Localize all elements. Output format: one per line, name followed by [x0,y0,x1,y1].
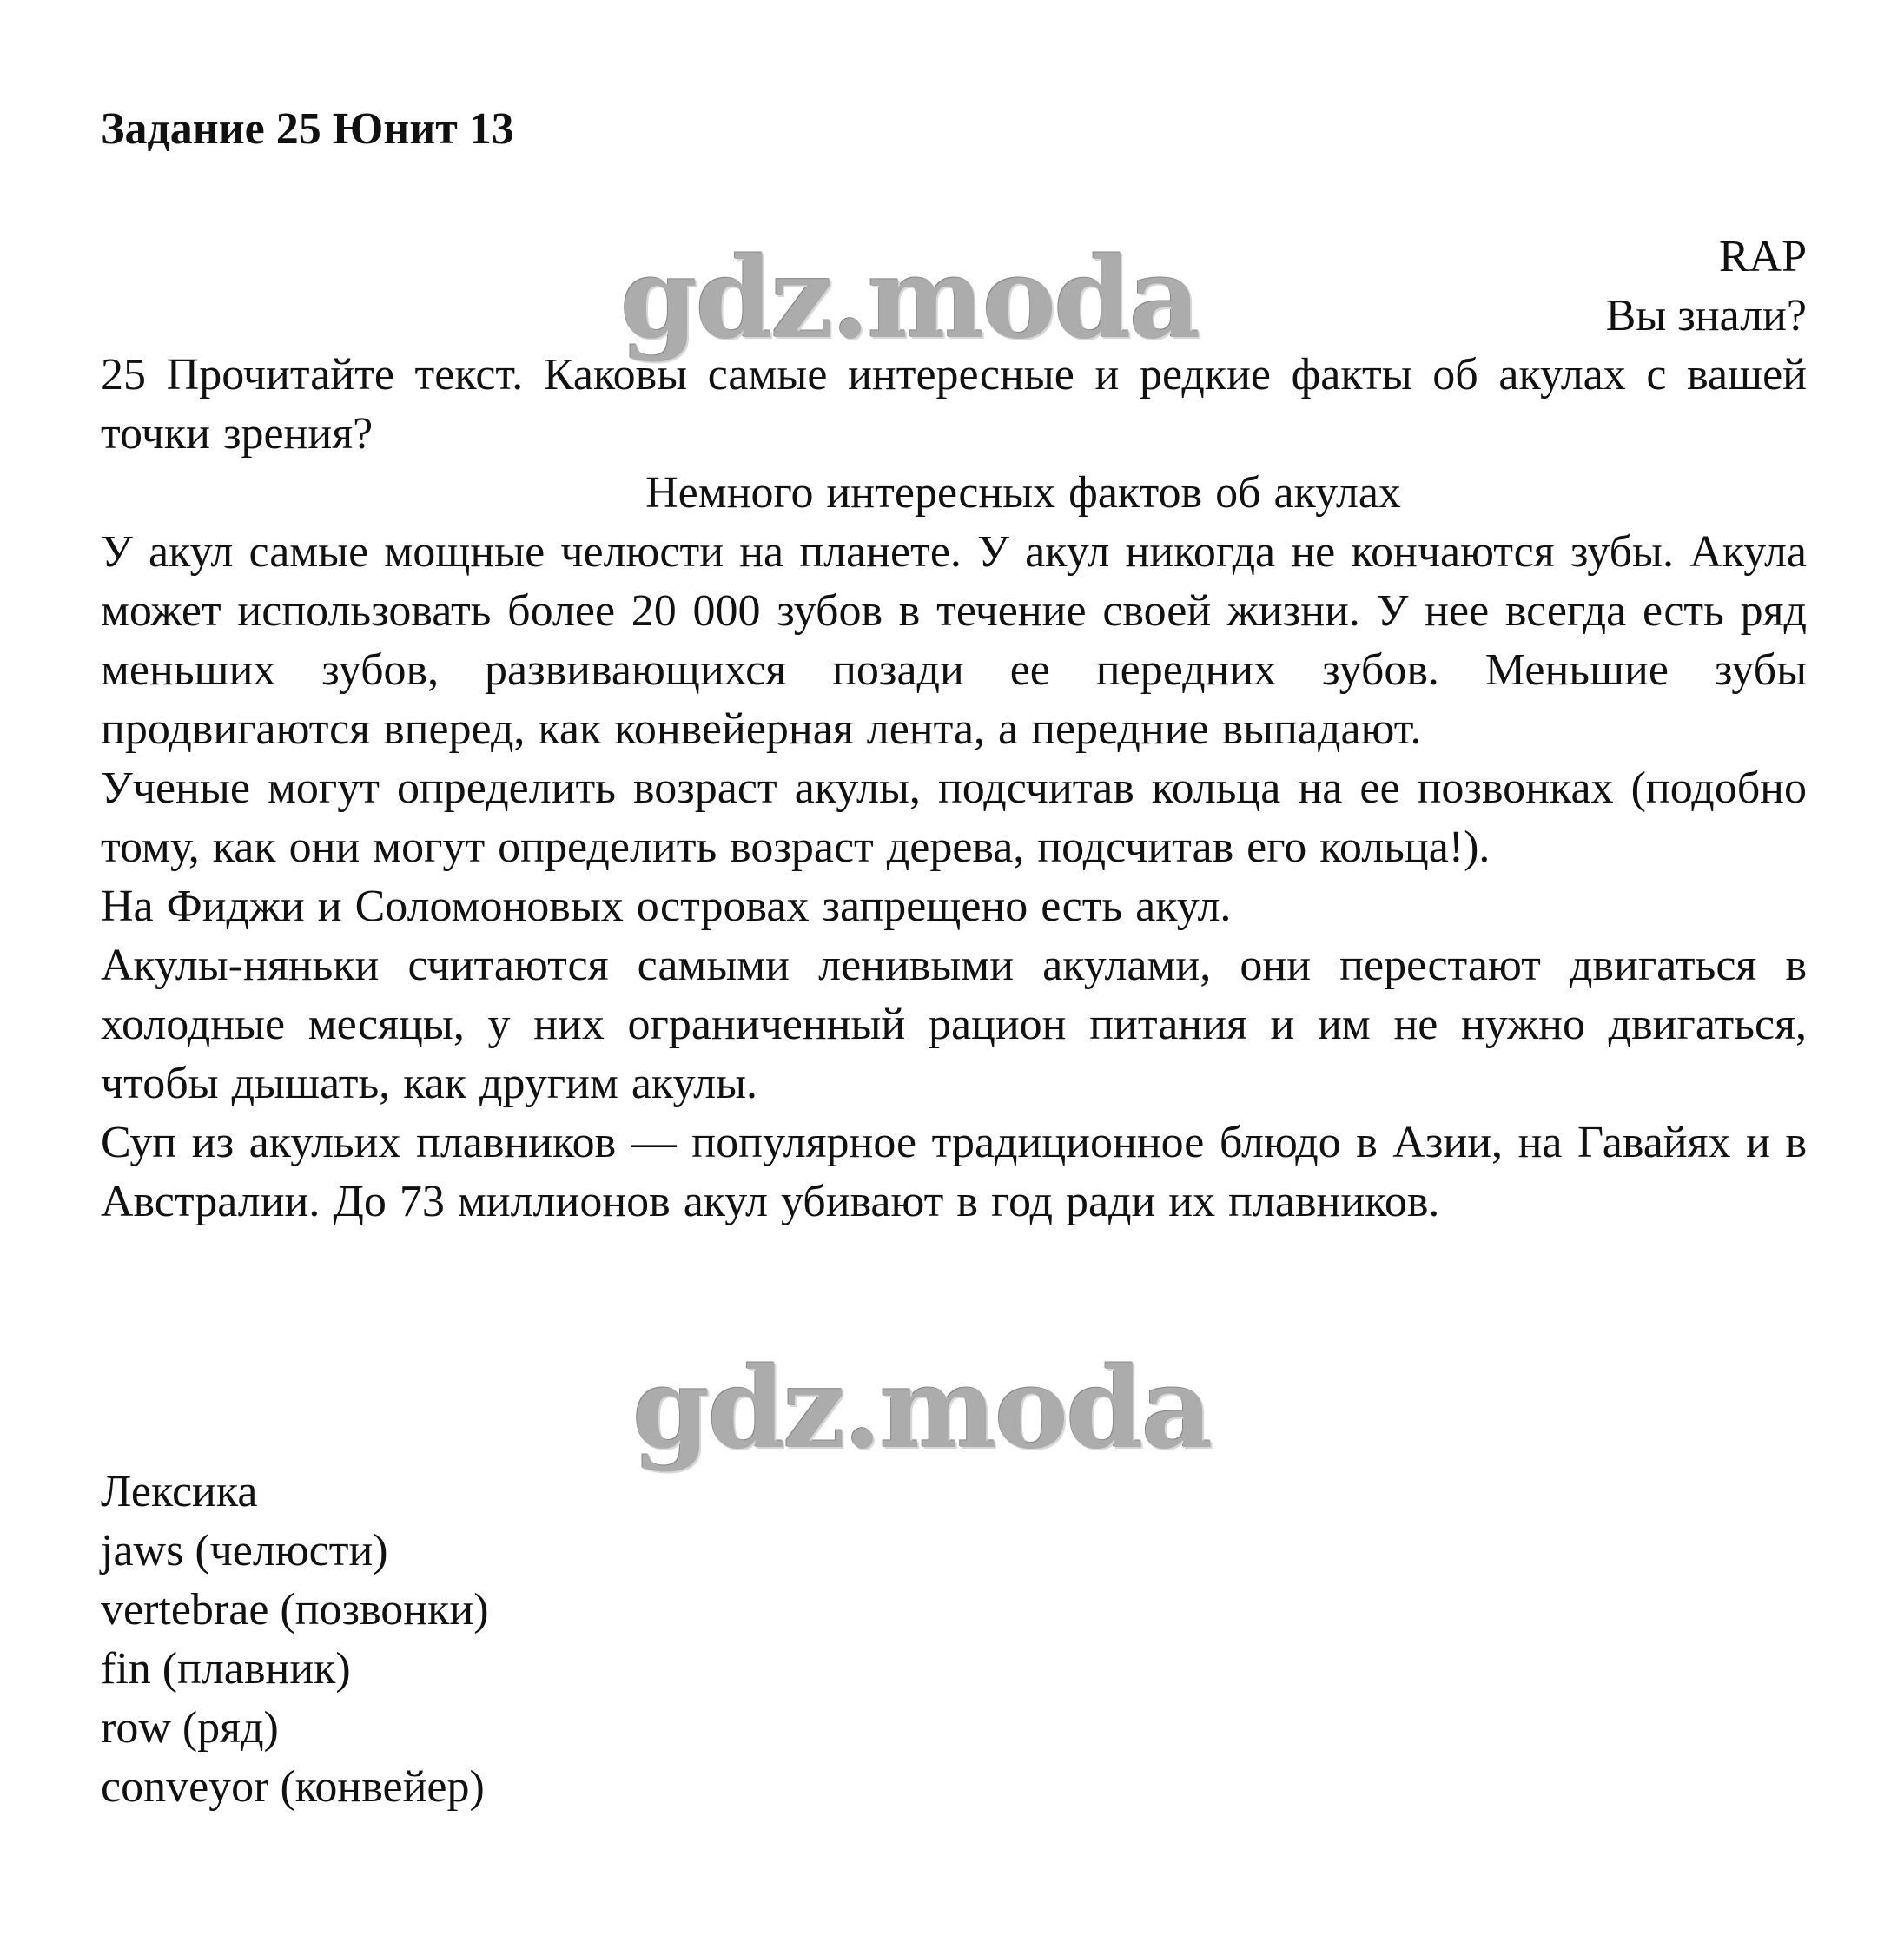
page-title: Задание 25 Юнит 13 [101,104,514,154]
article-paragraph: У акул самые мощные челюсти на планете. У акул никогда не кончаются зубы. Акула может использовать более 20 000 зубов в течение своей жизни. У нее всегда есть ряд меньших зубов, развивающихся позади ее передних зубов. Меньшие зубы продвигаются вперед, как конвейерная лента, а передние выпадают. [101,527,1807,754]
article-paragraph: На Фиджи и Соломоновых островах запрещено есть акул. [101,882,1232,931]
task-text: 25 Прочитайте текст. Каковы самые интересные и редкие факты об акулах с вашей точки зрения? [101,350,1807,459]
article [101,464,1807,1232]
vocabulary-title: Лексика [101,1467,258,1516]
vocabulary-item: jaws (челюсти) [101,1526,388,1575]
vocabulary-item: fin (плавник) [101,1644,351,1694]
article-paragraph: Акулы-няньки считаются самыми ленивыми акулами, они перестают двигаться в холодные месяцы, у них ограниченный рацион питания и им не нужно двигаться, чтобы дышать, как другим акулы. [101,941,1807,1108]
vocabulary-item: row (ряд) [101,1703,279,1753]
watermark-logo: gdz.moda [620,234,1199,364]
article-title: Немного интересных фактов об акулах [645,468,1401,518]
rap-label: RAP [1718,232,1807,281]
vocabulary-item: conveyor (конвейер) [101,1762,485,1812]
article-paragraph: Ученые могут определить возраст акулы, подсчитав кольца на ее позвонках (подобно тому, как они могут определить возраст дерева, подсчитав его кольца!). [101,763,1807,872]
article-paragraph: Суп из акульих плавников — популярное традиционное блюдо в Азии, на Гавайях и в Австралии. До 73 миллионов акул убивают в год ради их плавников. [101,1118,1807,1226]
watermark-logo: gdz.moda [632,1344,1211,1474]
vocabulary-item: vertebrae (позвонки) [101,1585,489,1635]
vocabulary-section [101,1463,489,1817]
did-you-know-label: Вы знали? [1605,291,1807,340]
